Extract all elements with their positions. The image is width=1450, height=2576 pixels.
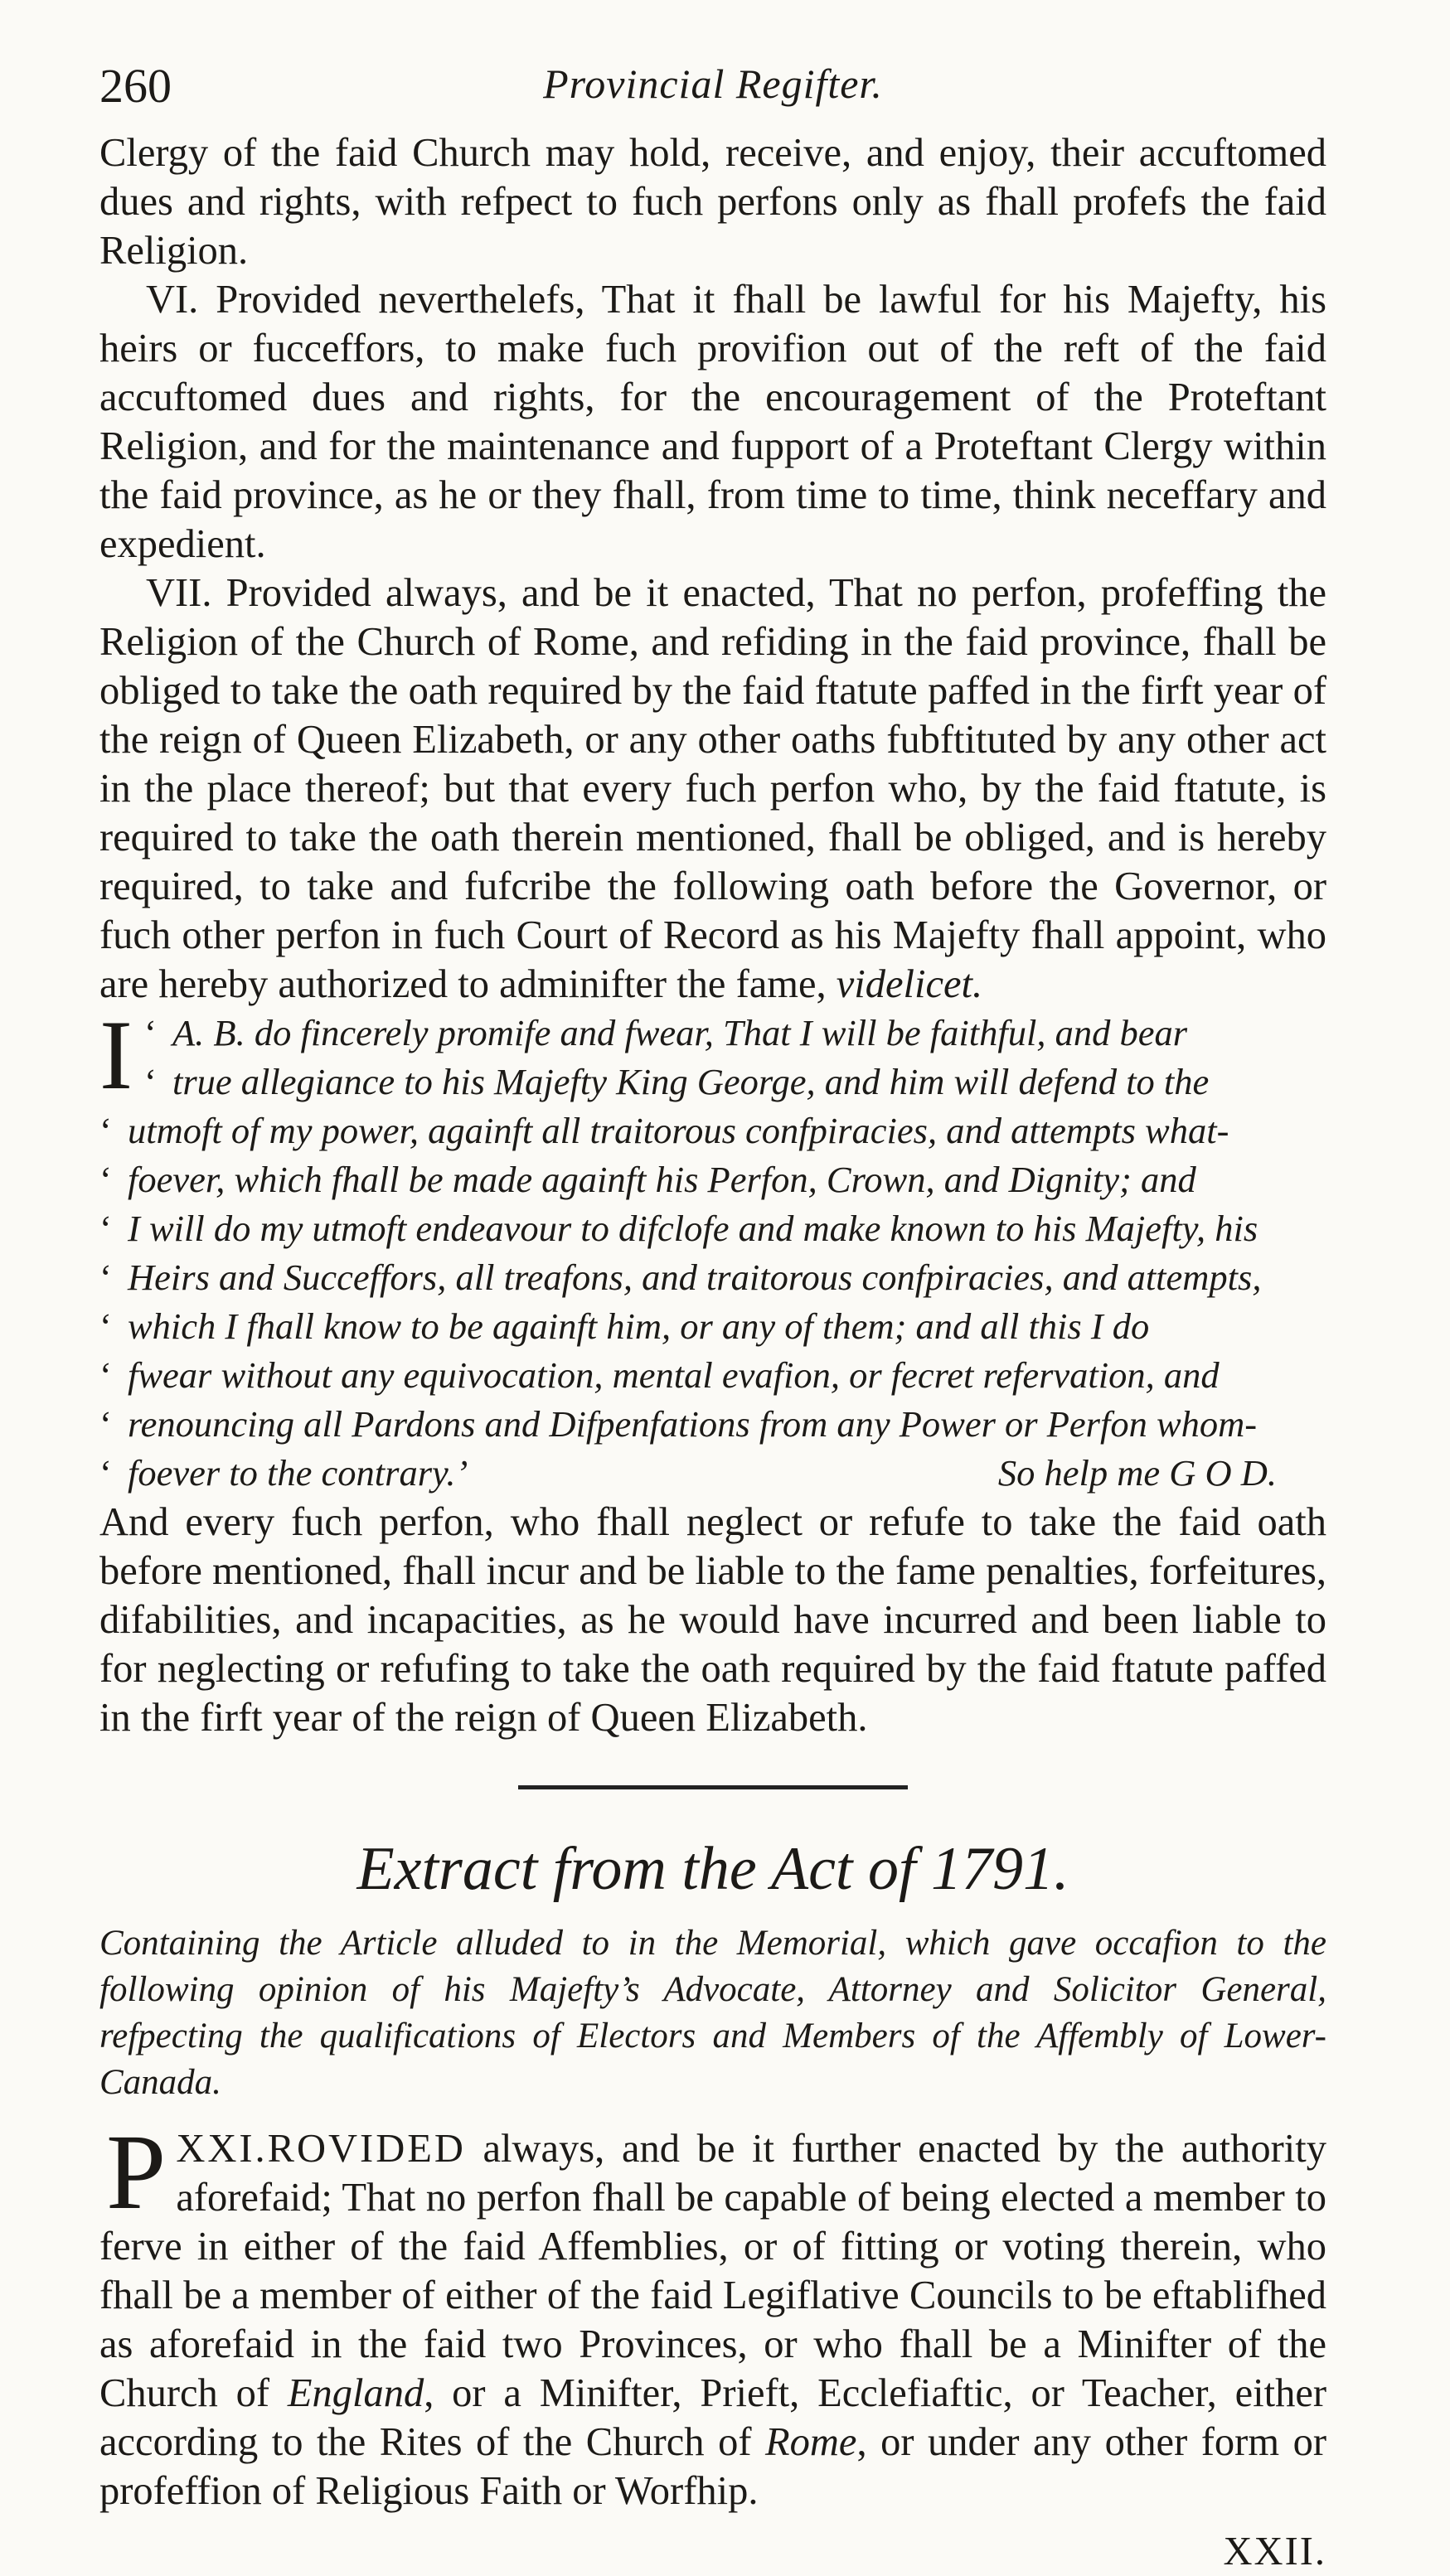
oath-line — [99, 1155, 1326, 1204]
quote-mark: ‘ — [99, 1305, 112, 1347]
oath-line-text: renouncing all Pardons and Difpenfations from any Power or Perfon whom- — [128, 1403, 1258, 1445]
quote-mark: ‘ — [99, 1257, 112, 1298]
oath-line-text: which I fhall know to be againft him, or any of them; and all this I do — [128, 1305, 1150, 1347]
quote-mark: ‘ — [99, 1403, 112, 1445]
quote-mark: ‘ — [99, 1159, 112, 1200]
paragraph-continuation: Clergy of the faid Church may hold, receive, and enjoy, their accuftomed dues and rights, with refpect to fuch perfons only as fhall profefs the faid Religion. — [99, 131, 1326, 273]
catchword: XXII. — [1223, 2530, 1326, 2574]
section-vii-text: VII. Provided always, and be it enacted, That no perfon, profeffing the Religion of the Church of Rome, and refiding in the faid province, fhall be obliged to take the oath required by the faid ftatute paffed in the firft year of the reign of Queen Elizabeth, or any other oaths fubftituted by any other act in the place thereof; but that every fuch perfon who, by the faid ftatute, is required to take the oath therein mentioned, fhall be obliged, and is hereby required, to take and fufcribe the following oath before the Governor, or fuch other perfon in fuch Court of Record as his Majefty fhall appoint, who are hereby authorized to adminifter the fame, — [99, 571, 1326, 1006]
quote-mark: ‘ — [99, 1452, 112, 1494]
oath-line-text: true allegiance to his Majefty King George, and him will defend to the — [172, 1061, 1210, 1102]
quote-mark: ‘ — [143, 1012, 157, 1053]
oath-line — [99, 1009, 1326, 1058]
oath-closing: So help me G O D. — [997, 1452, 1277, 1494]
videlicet: videlicet. — [836, 962, 983, 1006]
quote-mark: ‘ — [143, 1061, 157, 1102]
section-number: XXI. — [176, 2127, 268, 2171]
lead-caps: ROVIDED — [267, 2127, 466, 2171]
oath-line-text: A. B. do fincerely promife and fwear, That I will be faithful, and bear — [172, 1012, 1188, 1053]
oath-line-text: utmoft of my power, againft all traitorous confpiracies, and attempts what- — [128, 1110, 1229, 1151]
oath-line — [99, 1204, 1326, 1253]
page-number: 260 — [99, 59, 172, 113]
oath-line — [99, 1106, 1326, 1155]
extract-title: Extract from the Act of 1791. — [356, 1835, 1069, 1903]
paragraph-section-xxi — [99, 2113, 1326, 2515]
section-divider — [518, 1785, 908, 1789]
oath-line — [99, 1449, 1326, 1498]
oath-line — [99, 1302, 1326, 1351]
oath-line-text: I will do my utmoft endeavour to difclofe and make known to his Majefty, his — [128, 1208, 1258, 1249]
oath-line-text: fwear without any equivocation, mental evafion, or fecret refervation, and — [128, 1354, 1220, 1396]
page-header — [99, 58, 1326, 124]
extract-subtitle: Containing the Article alluded to in the Memorial, which gave occafion to the following opinion of his Majefty’s Advocate, Attorney and Solicitor General, refpecting the qualifications of Electors and Members of the Affembly of Lower-Canada. — [99, 1924, 1326, 2102]
section-xxi-text-b: , or a Minifter, Prieft, Ecclefiaftic, or Teacher, either according to the Rites of the Church of — [99, 2371, 1326, 2464]
page-body — [99, 128, 1326, 2576]
paragraph-section-vi: VI. Provided neverthelefs, That it fhall be lawful for his Majefty, his heirs or fucceffors, to make fuch provifion out of the reft of the faid accuftomed dues and rights, for the encouragement of the Proteftant Religion, and for the maintenance and fupport of a Proteftant Clergy within the faid province, as he or they fhall, from time to time, think neceffary and expedient. — [99, 278, 1326, 566]
oath-line-text: foever to the contrary.’ — [128, 1452, 468, 1494]
quote-mark: ‘ — [99, 1354, 112, 1396]
paragraph-after-oath: And every fuch perfon, who fhall neglect or refufe to take the faid oath before mentioned, fhall incur and be liable to the fame penalties, forfeitures, difabilities, and incapacities, as he would have incurred and been liable to for neglecting or refufing to take the oath required by the faid ftatute paffed in the firft year of the reign of Queen Elizabeth. — [99, 1500, 1326, 1740]
paragraph-section-vii — [99, 569, 1326, 1009]
quote-mark: ‘ — [99, 1208, 112, 1249]
section-xxi-text-a: always, and be it further enacted by the authority aforefaid; That no perfon fhall be capable of being elected a member to ferve in either of the faid Affemblies, or of fitting or voting therein, who fhall be a member of either of the faid Legiflative Councils to be eftablifhed as aforefaid in the faid two Provinces, or who fhall be a Minifter of the Church of — [99, 2127, 1326, 2415]
oath-drop-initial: I — [99, 1000, 133, 1110]
drop-initial-p: P — [106, 2113, 167, 2232]
running-title: Provincial Regifter. — [543, 61, 883, 107]
oath-line-text: Heirs and Succeffors, all treafons, and traitorous confpiracies, and attempts, — [128, 1257, 1262, 1298]
oath-line-text: foever, which fhall be made againft his Perfon, Crown, and Dignity; and — [128, 1159, 1196, 1200]
quote-mark: ‘ — [99, 1110, 112, 1151]
oath-line — [99, 1400, 1326, 1449]
oath-line — [99, 1351, 1326, 1400]
section-xxi-text-c: , or under any other form or profeffion of Religious Faith or Worfhip. — [99, 2420, 1326, 2513]
oath-text — [99, 1000, 1326, 1498]
oath-line — [99, 1058, 1326, 1106]
oath-line — [99, 1253, 1326, 1302]
place-england: England — [287, 2371, 424, 2415]
place-rome: Rome — [765, 2420, 857, 2464]
